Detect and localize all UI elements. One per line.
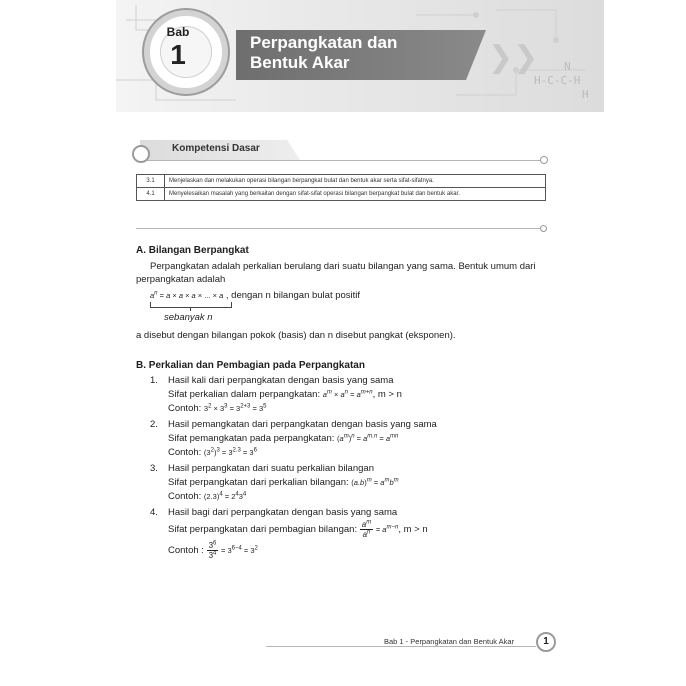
list-item-rule: Sifat perpangkatan dari perkalian bilangan: $(a.b)^m = a^mb^m$: [168, 477, 399, 488]
chemical-structure: N H-C-C-H H: [534, 60, 589, 101]
list-item-title: Hasil perpangkatan dari suatu perkalian bilangan: [168, 463, 374, 474]
chapter-banner: [116, 0, 604, 112]
list-item-number: 4.: [150, 507, 158, 518]
footer-rule: [266, 646, 536, 647]
list-item-title: Hasil pemangkatan dari perpangkatan dengan basis yang sama: [168, 419, 437, 430]
list-item-example: Contoh: $(2.3)^4 = 2^43^4$: [168, 491, 247, 502]
chapter-number: 1: [170, 39, 186, 70]
table-row: 4.1 Menyelesaikan masalah yang berkaitan dengan sifat-sifat operasi bilangan berpangkat bulat dan bentuk akar.: [137, 188, 546, 201]
chapter-title: Perpangkatan dan Bentuk Akar: [250, 33, 398, 72]
brace-mark: [190, 307, 191, 311]
kompetensi-title: Kompetensi Dasar: [172, 143, 260, 154]
footer-text: Bab 1 - Perpangkatan dan Bentuk Akar: [384, 637, 515, 646]
paragraph-line: perpangkatan adalah: [136, 274, 226, 285]
basis-note: a disebut dengan bilangan pokok (basis) dan n disebut pangkat (eksponen).: [136, 330, 456, 341]
brace-label: sebanyak n: [164, 312, 213, 323]
kompetensi-rule: [136, 160, 546, 161]
list-item-rule: Sifat perpangkatan dari pembagian bilangan: $\frac{a^m}{a^n}$ = $a^{m-n}$, m > n: [168, 519, 428, 539]
list-item-number: 3.: [150, 463, 158, 474]
list-item-rule: Sifat pemangkatan pada perpangkatan: $(a^m)^n = a^{m.n} = a^{mn}$: [168, 433, 399, 444]
ring-icon: [132, 145, 150, 163]
section-b-heading: B. Perkalian dan Pembagian pada Perpangkatan: [136, 360, 365, 371]
list-item-number: 1.: [150, 375, 158, 386]
chevron-icon: ❯❯: [488, 41, 539, 74]
brace-mark: [150, 302, 232, 308]
section-divider: [136, 228, 540, 229]
list-item-title: Hasil bagi dari perpangkatan dengan basis yang sama: [168, 507, 398, 518]
list-item-example: Contoh: $3^2 \times 3^3 = 3^{2+3} = 3^5$: [168, 403, 267, 414]
list-item-example: Contoh: $(3^2)^3 = 3^{2.3} = 3^6$: [168, 447, 257, 458]
list-item-number: 2.: [150, 419, 158, 430]
chapter-label: Bab: [166, 25, 190, 39]
list-item-rule: Sifat perkalian dalam perpangkatan: $a^m \times a^n = a^{m+n}$, m > n: [168, 389, 402, 400]
page-number: 1: [536, 632, 556, 652]
kompetensi-table: [136, 174, 546, 201]
rule-dot: [540, 156, 548, 164]
paragraph-line: Perpangkatan adalah perkalian berulang dari suatu bilangan yang sama. Bentuk umum dari: [150, 261, 536, 272]
divider-dot: [540, 225, 547, 232]
table-row: 3.1 Menjelaskan dan melakukan operasi bilangan berpangkat bulat dan bentuk akar serta sifat-sifatnya.: [137, 175, 546, 188]
list-item-title: Hasil kali dari perpangkatan dengan basis yang sama: [168, 375, 394, 386]
book-page: [116, 0, 604, 686]
section-a-heading: A. Bilangan Berpangkat: [136, 245, 249, 256]
general-formula: $a^n = a \times a \times a$ × ... × a , dengan n bilangan bulat positif: [150, 290, 361, 301]
list-item-example: Contoh : $\frac{3^6}{3^4}$ = $3^{6-4} = 3^2$: [168, 540, 258, 560]
